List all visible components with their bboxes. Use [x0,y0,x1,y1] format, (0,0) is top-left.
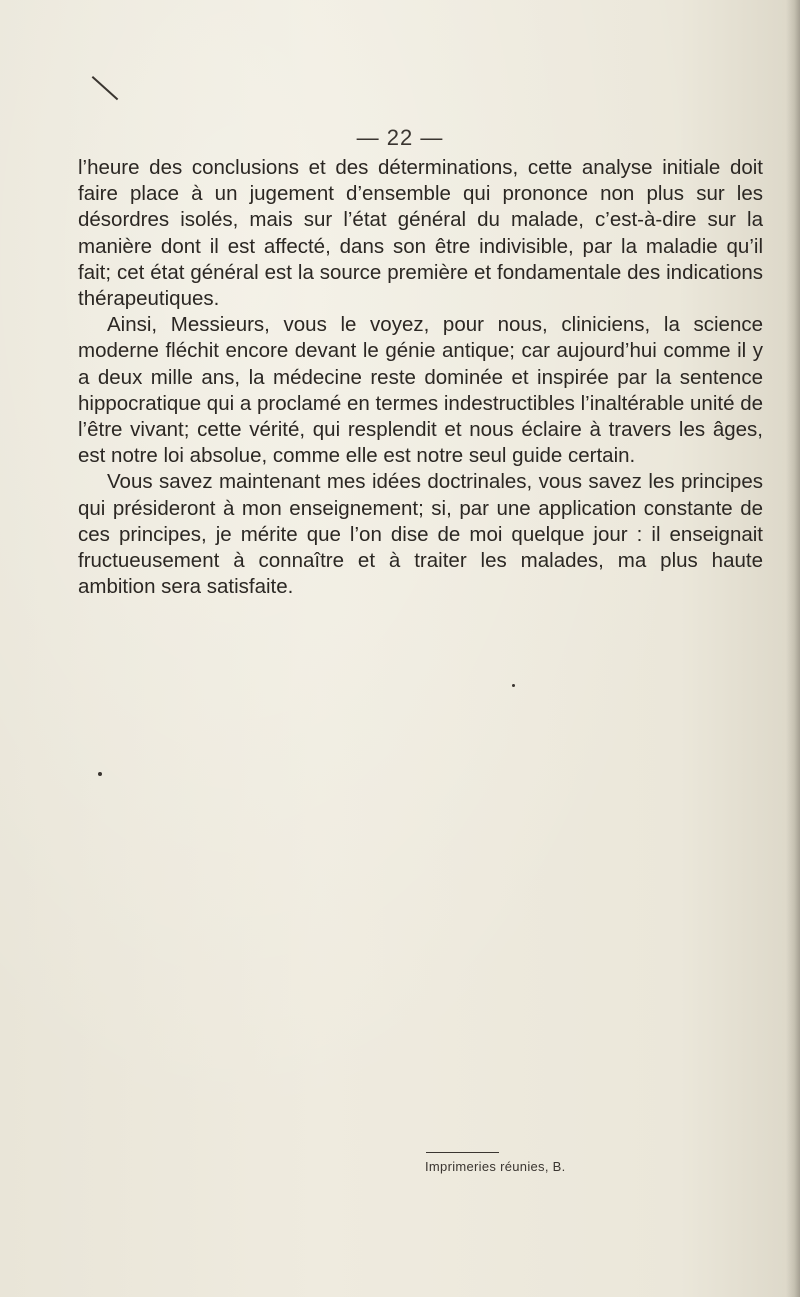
ink-speck [98,772,102,776]
pencil-mark [92,76,119,100]
page-number: — 22 — [356,125,444,150]
printer-imprint: Imprimeries réunies, B. [425,1159,566,1174]
page-edge-shadow [786,0,800,1297]
body-text [78,155,763,600]
paragraph-1: l’heure des conclusions et des déterminations, cette analyse initiale doit faire place à un jugement d’ensemble qui prononce non plus sur les désordres isolés, mais sur l’état général du malade, c’est-à-dire sur la manière dont il est affecté, dans son être indivisible, par la maladie qu’il fait; cet état général est la source première et fondamentale des indications thérapeutiques. [78,156,763,311]
ink-speck [512,684,515,687]
footer-rule [426,1152,499,1153]
paragraph-3: Vous savez maintenant mes idées doctrinales, vous savez les principes qui présideront à mon enseignement; si, par une application constante de ces principes, je mérite que l’on dise de moi quelque jour : il enseignait fructueusement à connaître et à traiter les malades, ma plus haute ambition sera satisfaite. [78,470,763,599]
paragraph-2: Ainsi, Messieurs, vous le voyez, pour nous, cliniciens, la science moderne fléchit encore devant le génie antique; car aujourd’hui comme il y a deux mille ans, la médecine reste dominée et inspirée par la sentence hippocratique qui a proclamé en termes indestructibles l’inaltérable unité de l’être vivant; cette vérité, qui resplendit et nous éclaire à travers les âges, est notre loi absolue, comme elle est notre seul guide certain. [78,313,763,468]
